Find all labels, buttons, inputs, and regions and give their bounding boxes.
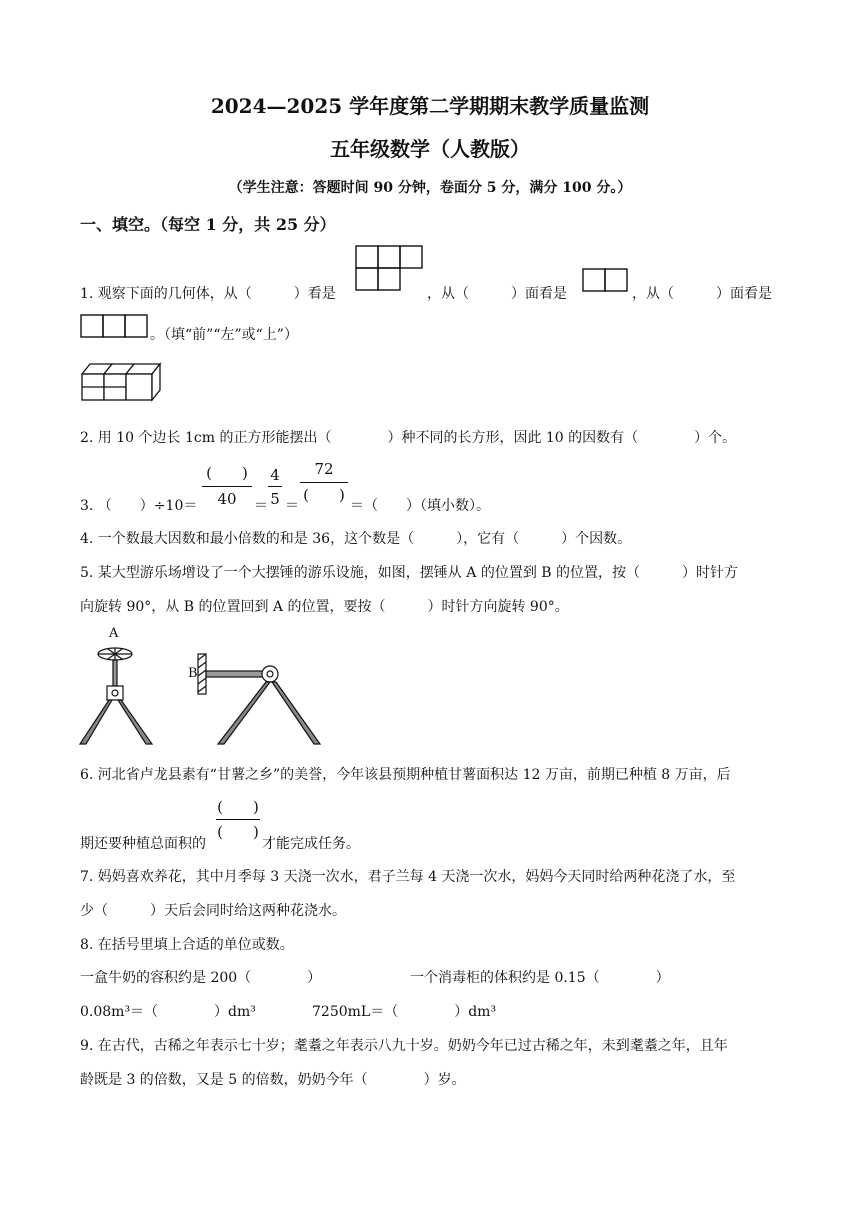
question-7-line1: 7. 妈妈喜欢养花，其中月季每 3 天浇一次水，君子兰每 4 天浇一次水，妈妈今天同时给两种花浇了水，至 [80, 869, 736, 885]
q5-text-line2: 向旋转 90°，从 B 的位置回到 A 的位置，要按（ ）时针方向旋转 90°。 [80, 599, 569, 615]
q6-text-line2a: 期还要种植总面积的 [80, 836, 206, 852]
question-8-b: 一个消毒柜的体积约是 0.15（ ） [410, 970, 670, 986]
exam-title: 2024—2025 学年度第二学期期末教学质量监测 [210, 94, 650, 118]
geometric-solid-figure [80, 362, 164, 404]
view-from-front-figure [355, 245, 425, 295]
q3-fraction1-numerator: ( ) [206, 464, 248, 482]
q6-text-line1: 6. 河北省卢龙县素有“甘薯之乡”的美誉，今年该县预期种植甘薯面积达 12 万亩，前期已种植 8 万亩，后 [80, 767, 731, 783]
question-8-a: 一盒牛奶的容积约是 200（ ） [80, 970, 322, 986]
q6-fraction-bar [216, 819, 260, 820]
question-8-c: 0.08m³＝（ ）dm³ [80, 1004, 256, 1020]
pendulum-position-a-figure [78, 640, 158, 750]
q3-equals-1: ＝ [254, 498, 268, 514]
q3-fraction3-denominator: ( ) [303, 486, 345, 504]
q6-text-line2b: 才能完成任务。 [262, 836, 360, 852]
q3-equals-2: ＝ [285, 498, 299, 514]
q1-text-part1: 1. 观察下面的几何体，从（ ）看是 [80, 286, 336, 302]
q3-text-part2: ＝（ ）（填小数）。 [350, 498, 490, 514]
pendulum-position-b-figure [196, 650, 326, 750]
q3-fraction3-bar [300, 482, 348, 483]
q6-fraction-denominator: ( ) [217, 823, 259, 841]
q1-text-part3: ，从（ ）面看是 [632, 286, 772, 302]
q5-text-line1: 5. 某大型游乐场增设了一个大摆锤的游乐设施，如图，摆锤从 A 的位置到 B 的位置，按（ ）时针方 [80, 565, 739, 581]
q1-text-part2: ，从（ ）面看是 [427, 286, 567, 302]
q1-text-part4: 。（填“前”“左”或“上”） [150, 327, 298, 343]
q3-fraction1-denominator: 40 [217, 490, 237, 508]
question-2: 2. 用 10 个边长 1cm 的正方形能摆出（ ）种不同的长方形，因此 10 的因数有（ ）个。 [80, 430, 737, 446]
student-note: （学生注意：答题时间 90 分钟，卷面分 5 分，满分 100 分。） [228, 180, 632, 196]
q6-fraction-numerator: ( ) [217, 798, 259, 816]
question-7-line2: 少（ ）天后会同时给这两种花浇水。 [80, 903, 346, 919]
q3-fraction3-numerator: 72 [314, 460, 334, 478]
section-heading: 一、填空。（每空 1 分，共 25 分） [80, 215, 336, 234]
q3-text-part1: 3. （ ）÷10＝ [80, 498, 198, 514]
question-8-heading: 8. 在括号里填上合适的单位或数。 [80, 937, 294, 953]
question-9-line1: 9. 在古代，古稀之年表示七十岁；耄耋之年表示八九十岁。奶奶今年已过古稀之年，未到耄耋之年，且年 [80, 1038, 728, 1054]
pendulum-label-b: B [188, 666, 198, 681]
view-three-squares-figure [80, 314, 150, 340]
question-4: 4. 一个数最大因数和最小倍数的和是 36，这个数是（ ），它有（ ）个因数。 [80, 531, 632, 547]
q3-fraction2-bar [268, 486, 282, 487]
exam-subtitle: 五年级数学（人教版） [330, 137, 530, 161]
view-two-squares-figure [582, 268, 630, 294]
q3-fraction2-denominator: 5 [270, 490, 280, 508]
q3-fraction1-bar [202, 486, 252, 487]
q3-fraction2-numerator: 4 [270, 466, 280, 484]
question-9-line2: 龄既是 3 的倍数，又是 5 的倍数，奶奶今年（ ）岁。 [80, 1072, 466, 1088]
question-8-d: 7250mL＝（ ）dm³ [312, 1004, 497, 1020]
pendulum-label-a: A [109, 626, 119, 641]
